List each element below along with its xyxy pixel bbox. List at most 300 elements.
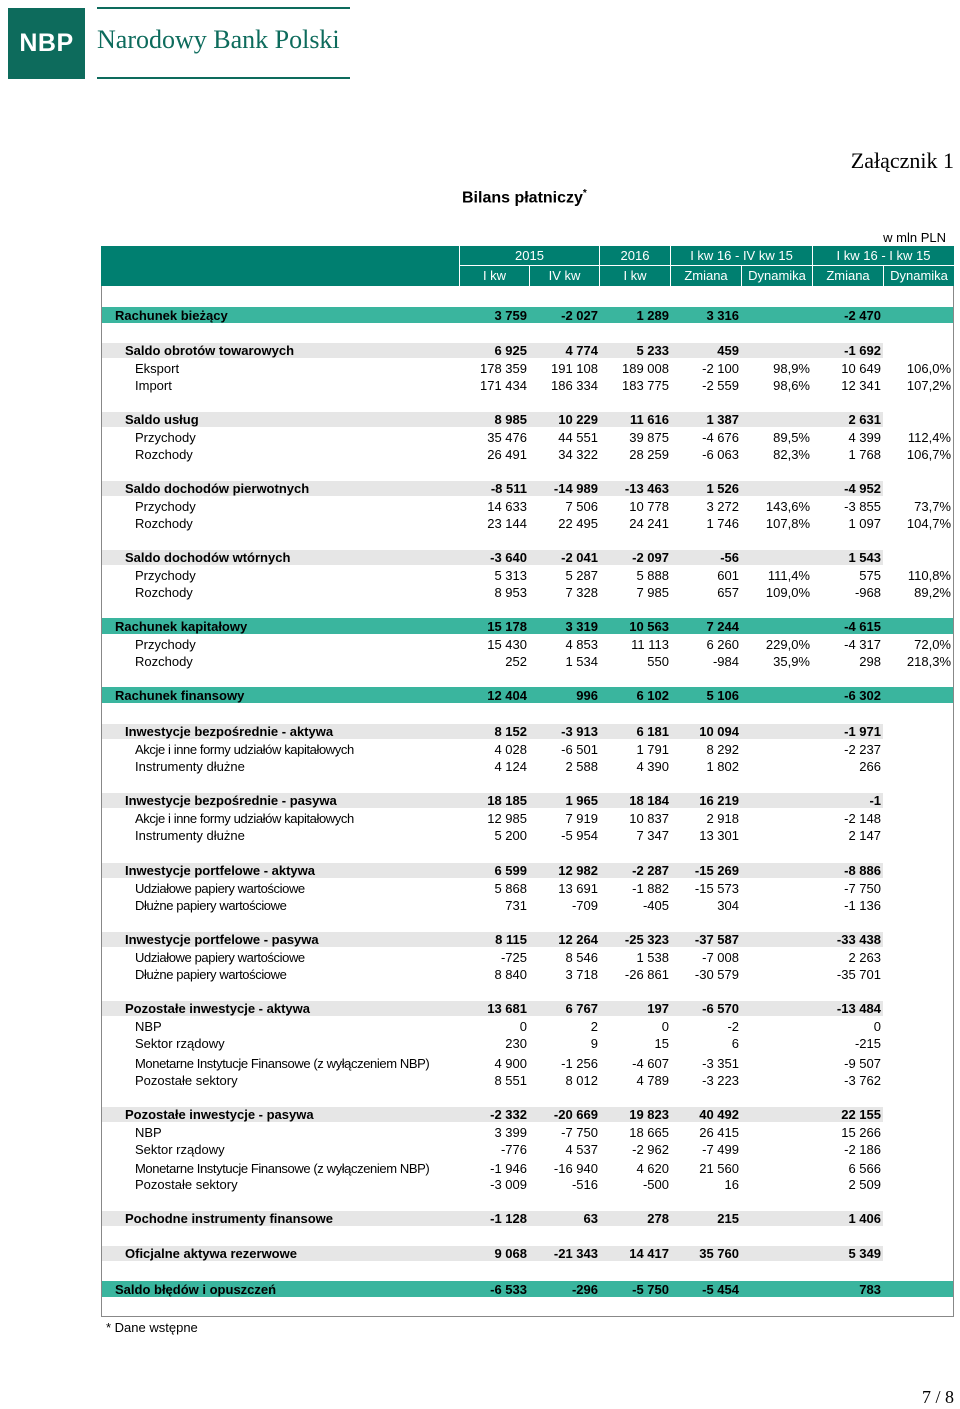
cell-value: -8 886 xyxy=(844,863,881,878)
cell-value: -2 148 xyxy=(844,811,881,826)
cell-value: 6 260 xyxy=(706,637,739,652)
cell-value: 2 xyxy=(590,1019,598,1034)
cell-value: 11 113 xyxy=(631,637,669,652)
cell-value: -516 xyxy=(571,1177,598,1192)
cell-value: 6 925 xyxy=(494,343,527,358)
cell-value: 5 233 xyxy=(636,343,669,358)
cell-value: 106,7% xyxy=(906,447,951,462)
cell-value: 5 888 xyxy=(636,568,669,583)
cell-value: -4 952 xyxy=(844,481,881,496)
header-col-7: Dynamika xyxy=(890,268,948,283)
table-row xyxy=(0,429,960,446)
table-row xyxy=(0,584,960,601)
row-label: Udziałowe papiery wartościowe xyxy=(135,881,305,896)
unit-label: w mln PLN xyxy=(883,230,946,245)
cell-value: 4 390 xyxy=(636,759,669,774)
cell-value: 215 xyxy=(717,1211,739,1226)
cell-value: -1 128 xyxy=(490,1211,527,1226)
cell-value: 98,9% xyxy=(773,361,810,376)
cell-value: 9 xyxy=(590,1036,598,1051)
cell-value: -1 256 xyxy=(561,1056,598,1071)
cell-value: 16 xyxy=(724,1177,739,1192)
cell-value: 3 319 xyxy=(565,619,598,634)
cell-value: 13 681 xyxy=(487,1001,527,1016)
cell-value: 9 068 xyxy=(494,1246,527,1261)
cell-value: 0 xyxy=(519,1019,527,1034)
cell-value: 10 094 xyxy=(699,724,739,739)
cell-value: 2 147 xyxy=(848,828,881,843)
cell-value: 7 506 xyxy=(565,499,598,514)
cell-value: 19 823 xyxy=(629,1107,669,1122)
cell-value: -1 136 xyxy=(844,898,881,913)
cell-value: -725 xyxy=(500,950,527,965)
row-label: Eksport xyxy=(135,361,180,376)
cell-value: 8 840 xyxy=(494,967,527,982)
cell-value: 6 599 xyxy=(494,863,527,878)
cell-value: -13 463 xyxy=(624,481,669,496)
cell-value: 2 918 xyxy=(706,811,739,826)
row-label: Udziałowe papiery wartościowe xyxy=(135,950,305,965)
cell-value: 6 xyxy=(731,1036,739,1051)
row-label: Pozostałe inwestycje - aktywa xyxy=(125,1001,310,1016)
cell-value: 8 985 xyxy=(494,412,527,427)
table-row xyxy=(0,446,960,463)
cell-value: -968 xyxy=(854,585,881,600)
row-label: Pozostałe inwestycje - pasywa xyxy=(125,1107,314,1122)
cell-value: -2 xyxy=(727,1019,739,1034)
nbp-logo: NBP xyxy=(8,8,85,79)
row-label: Sektor rządowy xyxy=(135,1142,225,1157)
cell-value: 12 404 xyxy=(487,688,527,703)
table-row xyxy=(0,618,960,635)
cell-value: -7 499 xyxy=(702,1142,739,1157)
row-label: Inwestycje portfelowe - pasywa xyxy=(125,932,319,947)
table-row xyxy=(0,411,960,428)
row-label: Przychody xyxy=(135,568,196,583)
cell-value: 1 534 xyxy=(565,654,598,669)
cell-value: -2 287 xyxy=(632,863,669,878)
cell-value: -7 750 xyxy=(561,1125,598,1140)
cell-value: 72,0% xyxy=(914,637,951,652)
page-title: Bilans płatniczy* xyxy=(462,188,587,207)
cell-value: -2 097 xyxy=(632,550,669,565)
cell-value: -3 640 xyxy=(490,550,527,565)
cell-value: 783 xyxy=(859,1282,881,1297)
cell-value: 1 791 xyxy=(636,742,669,757)
row-label: Rachunek kapitałowy xyxy=(115,619,248,634)
cell-value: 218,3% xyxy=(906,654,951,669)
table-row xyxy=(0,1000,960,1017)
row-label: Pochodne instrumenty finansowe xyxy=(125,1211,334,1226)
table-row xyxy=(0,1072,960,1089)
row-label: Inwestycje bezpośrednie - aktywa xyxy=(125,724,334,739)
cell-value: -1 882 xyxy=(632,881,669,896)
cell-value: 2 263 xyxy=(848,950,881,965)
cell-value: 10 229 xyxy=(558,412,598,427)
cell-value: 109,0% xyxy=(765,585,810,600)
cell-value: 550 xyxy=(647,654,669,669)
table-row xyxy=(0,862,960,879)
table-row xyxy=(0,480,960,497)
cell-value: -1 692 xyxy=(844,343,881,358)
cell-value: 3 272 xyxy=(706,499,739,514)
cell-value: 40 492 xyxy=(699,1107,739,1122)
cell-value: 1 746 xyxy=(706,516,739,531)
cell-value: 10 778 xyxy=(629,499,669,514)
header-col-1: I kw xyxy=(482,268,507,283)
cell-value: -2 100 xyxy=(702,361,739,376)
cell-value: 110,8% xyxy=(907,568,951,583)
table-row xyxy=(0,1210,960,1227)
cell-value: -2 559 xyxy=(702,378,739,393)
table-row xyxy=(0,810,960,827)
cell-value: -500 xyxy=(642,1177,669,1192)
cell-value: 34 322 xyxy=(558,447,598,462)
table-row xyxy=(0,515,960,532)
cell-value: 3 316 xyxy=(706,308,739,323)
cell-value: 601 xyxy=(717,568,739,583)
cell-value: 7 985 xyxy=(636,585,669,600)
cell-value: 12 985 xyxy=(487,811,527,826)
footnote: * Dane wstępne xyxy=(106,1320,198,1335)
cell-value: 3 718 xyxy=(565,967,598,982)
cell-value: 996 xyxy=(576,688,598,703)
header-year-2015: 2015 xyxy=(515,248,544,263)
cell-value: -21 343 xyxy=(553,1246,598,1261)
row-label: Saldo dochodów wtórnych xyxy=(125,550,291,565)
logo-rule-bottom xyxy=(97,77,350,79)
row-label: Saldo błędów i opuszczeń xyxy=(115,1282,277,1297)
table-row xyxy=(0,636,960,653)
cell-value: 186 334 xyxy=(551,378,598,393)
cell-value: 1 406 xyxy=(848,1211,881,1226)
cell-value: -25 323 xyxy=(624,932,669,947)
cell-value: -3 913 xyxy=(561,724,598,739)
cell-value: -6 302 xyxy=(844,688,881,703)
cell-value: 111,4% xyxy=(767,568,810,583)
row-label: Przychody xyxy=(135,637,196,652)
cell-value: 8 953 xyxy=(494,585,527,600)
cell-value: 18 184 xyxy=(629,793,669,808)
cell-value: 1 965 xyxy=(565,793,598,808)
cell-value: 4 774 xyxy=(565,343,598,358)
row-label: Import xyxy=(135,378,172,393)
cell-value: 112,4% xyxy=(907,430,951,445)
cell-value: -5 454 xyxy=(702,1282,739,1297)
cell-value: 4 789 xyxy=(636,1073,669,1088)
cell-value: 7 328 xyxy=(565,585,598,600)
cell-value: 1 289 xyxy=(636,308,669,323)
cell-value: 4 028 xyxy=(494,742,527,757)
cell-value: -1 xyxy=(869,793,881,808)
row-label: Pozostałe sektory xyxy=(135,1073,238,1088)
cell-value: -3 223 xyxy=(702,1073,739,1088)
header-col-5: Dynamika xyxy=(748,268,806,283)
cell-value: 28 259 xyxy=(629,447,669,462)
cell-value: 21 560 xyxy=(699,1161,739,1176)
cell-value: 26 491 xyxy=(487,447,527,462)
cell-value: -20 669 xyxy=(553,1107,598,1122)
cell-value: 459 xyxy=(717,343,739,358)
cell-value: 2 588 xyxy=(565,759,598,774)
header-qoq: I kw 16 - IV kw 15 xyxy=(690,248,793,263)
cell-value: -33 438 xyxy=(836,932,881,947)
cell-value: 298 xyxy=(859,654,881,669)
cell-value: 104,7% xyxy=(906,516,951,531)
row-label: Pozostałe sektory xyxy=(135,1177,238,1192)
cell-value: -14 989 xyxy=(553,481,598,496)
cell-value: 35 760 xyxy=(699,1246,739,1261)
cell-value: 35 476 xyxy=(487,430,527,445)
cell-value: 44 551 xyxy=(558,430,598,445)
table-row xyxy=(0,1106,960,1123)
cell-value: 6 102 xyxy=(636,688,669,703)
cell-value: 18 665 xyxy=(629,1125,669,1140)
cell-value: 2 631 xyxy=(848,412,881,427)
cell-value: -2 027 xyxy=(561,308,598,323)
table-row xyxy=(0,687,960,704)
row-label: Akcje i inne formy udziałów kapitałowych xyxy=(135,811,354,826)
row-label: Inwestycje bezpośrednie - pasywa xyxy=(125,793,337,808)
cell-value: 15 430 xyxy=(487,637,527,652)
table-row xyxy=(0,1245,960,1262)
bank-name: Narodowy Bank Polski xyxy=(97,25,340,54)
cell-value: 82,3% xyxy=(773,447,810,462)
cell-value: 183 775 xyxy=(622,378,669,393)
cell-value: 0 xyxy=(873,1019,881,1034)
annex-label: Załącznik 1 xyxy=(850,148,954,173)
table-row xyxy=(0,880,960,897)
cell-value: -2 962 xyxy=(632,1142,669,1157)
cell-value: -35 701 xyxy=(836,967,881,982)
cell-value: 657 xyxy=(717,585,739,600)
row-label: Instrumenty dłużne xyxy=(135,759,245,774)
row-label: Rachunek finansowy xyxy=(115,688,245,703)
cell-value: -3 009 xyxy=(490,1177,527,1192)
cell-value: -6 533 xyxy=(490,1282,527,1297)
cell-value: 1 097 xyxy=(848,516,881,531)
cell-value: 7 919 xyxy=(565,811,598,826)
table-row xyxy=(0,377,960,394)
cell-value: 1 526 xyxy=(706,481,739,496)
table-row xyxy=(0,1035,960,1052)
table-row xyxy=(0,897,960,914)
header-year-2016: 2016 xyxy=(620,248,650,263)
table-row xyxy=(0,1160,960,1177)
table-row xyxy=(0,1141,960,1158)
cell-value: -13 484 xyxy=(836,1001,881,1016)
cell-value: 35,9% xyxy=(773,654,810,669)
cell-value: 22 155 xyxy=(841,1107,881,1122)
cell-value: 266 xyxy=(859,759,881,774)
cell-value: -9 507 xyxy=(844,1056,881,1071)
footnote-mark: * xyxy=(582,188,587,199)
cell-value: 5 200 xyxy=(494,828,527,843)
cell-value: -6 570 xyxy=(702,1001,739,1016)
cell-value: 5 287 xyxy=(565,568,598,583)
table-row xyxy=(0,342,960,359)
table-row xyxy=(0,549,960,566)
row-label: Dłużne papiery wartościowe xyxy=(135,967,287,982)
cell-value: -405 xyxy=(642,898,669,913)
cell-value: 8 012 xyxy=(565,1073,598,1088)
cell-value: 107,2% xyxy=(906,378,951,393)
cell-value: -296 xyxy=(571,1282,598,1297)
logo-rule-top xyxy=(97,7,350,9)
cell-value: 14 633 xyxy=(487,499,527,514)
cell-value: 189 008 xyxy=(622,361,669,376)
cell-value: -7 750 xyxy=(844,881,881,896)
cell-value: 98,6% xyxy=(773,378,810,393)
cell-value: 278 xyxy=(647,1211,669,1226)
row-label: Przychody xyxy=(135,430,196,445)
cell-value: 63 xyxy=(583,1211,598,1226)
table-row xyxy=(0,1018,960,1035)
row-label: Saldo usług xyxy=(125,412,199,427)
cell-value: -56 xyxy=(720,550,739,565)
cell-value: 10 563 xyxy=(629,619,669,634)
cell-value: -2 237 xyxy=(844,742,881,757)
cell-value: 304 xyxy=(717,898,739,913)
row-label: Monetarne Instytucje Finansowe (z wyłączeniem NBP) xyxy=(135,1056,430,1071)
header-col-6: Zmiana xyxy=(826,268,870,283)
table-row xyxy=(0,966,960,983)
header-yoy: I kw 16 - I kw 15 xyxy=(836,248,931,263)
table-row xyxy=(0,758,960,775)
cell-value: 12 982 xyxy=(558,863,598,878)
cell-value: -3 351 xyxy=(702,1056,739,1071)
cell-value: 191 108 xyxy=(551,361,598,376)
cell-value: 89,5% xyxy=(773,430,810,445)
cell-value: -215 xyxy=(854,1036,881,1051)
cell-value: 1 387 xyxy=(706,412,739,427)
row-label: Rozchody xyxy=(135,654,193,669)
header-col-2: IV kw xyxy=(548,268,581,283)
cell-value: 107,8% xyxy=(765,516,810,531)
cell-value: 15 178 xyxy=(487,619,527,634)
cell-value: 5 349 xyxy=(848,1246,881,1261)
cell-value: 178 359 xyxy=(480,361,527,376)
cell-value: 7 244 xyxy=(706,619,739,634)
cell-value: 7 347 xyxy=(636,828,669,843)
cell-value: 4 537 xyxy=(565,1142,598,1157)
cell-value: 23 144 xyxy=(487,516,527,531)
cell-value: -4 317 xyxy=(844,637,881,652)
cell-value: -15 573 xyxy=(694,881,739,896)
cell-value: 8 292 xyxy=(706,742,739,757)
cell-value: -776 xyxy=(500,1142,527,1157)
cell-value: 18 185 xyxy=(487,793,527,808)
cell-value: -30 579 xyxy=(694,967,739,982)
cell-value: 2 509 xyxy=(848,1177,881,1192)
cell-value: 197 xyxy=(647,1001,669,1016)
cell-value: 4 124 xyxy=(494,759,527,774)
row-label: Oficjalne aktywa rezerwowe xyxy=(125,1246,297,1261)
cell-value: 1 538 xyxy=(636,950,669,965)
cell-value: 39 875 xyxy=(629,430,669,445)
cell-value: -2 186 xyxy=(844,1142,881,1157)
row-label: Rozchody xyxy=(135,516,193,531)
table-row xyxy=(0,931,960,948)
cell-value: -3 855 xyxy=(844,499,881,514)
row-label: Rozchody xyxy=(135,447,193,462)
row-label: Akcje i inne formy udziałów kapitałowych xyxy=(135,742,354,757)
cell-value: 22 495 xyxy=(558,516,598,531)
table-row xyxy=(0,307,960,324)
cell-value: 89,2% xyxy=(914,585,951,600)
table-row xyxy=(0,360,960,377)
row-label: NBP xyxy=(135,1125,162,1140)
cell-value: -1 971 xyxy=(844,724,881,739)
cell-value: 3 759 xyxy=(494,308,527,323)
cell-value: 229,0% xyxy=(765,637,810,652)
cell-value: 73,7% xyxy=(914,499,951,514)
cell-value: 5 868 xyxy=(494,881,527,896)
cell-value: -984 xyxy=(712,654,739,669)
cell-value: 13 691 xyxy=(558,881,598,896)
cell-value: 12 264 xyxy=(558,932,598,947)
cell-value: -16 940 xyxy=(553,1161,598,1176)
cell-value: 24 241 xyxy=(629,516,669,531)
cell-value: 0 xyxy=(661,1019,669,1034)
cell-value: -4 607 xyxy=(632,1056,669,1071)
cell-value: 11 616 xyxy=(629,412,669,427)
table-row xyxy=(0,827,960,844)
cell-value: -4 615 xyxy=(844,619,881,634)
row-label: Saldo dochodów pierwotnych xyxy=(125,481,310,496)
cell-value: 6 566 xyxy=(848,1161,881,1176)
cell-value: 143,6% xyxy=(765,499,810,514)
table-row xyxy=(0,653,960,670)
cell-value: -8 511 xyxy=(490,481,527,496)
row-label: Saldo obrotów towarowych xyxy=(125,343,295,358)
cell-value: 1 543 xyxy=(848,550,881,565)
cell-value: 8 551 xyxy=(494,1073,527,1088)
cell-value: 6 767 xyxy=(565,1001,598,1016)
cell-value: 8 115 xyxy=(495,932,527,947)
cell-value: 1 768 xyxy=(848,447,881,462)
cell-value: -2 470 xyxy=(844,308,881,323)
header-col-4: Zmiana xyxy=(684,268,728,283)
cell-value: 8 152 xyxy=(494,724,527,739)
cell-value: 4 900 xyxy=(494,1056,527,1071)
cell-value: -4 676 xyxy=(702,430,739,445)
cell-value: 12 341 xyxy=(841,378,881,393)
cell-value: 4 399 xyxy=(848,430,881,445)
cell-value: 13 301 xyxy=(699,828,739,843)
row-label: Przychody xyxy=(135,499,196,514)
row-label: Monetarne Instytucje Finansowe (z wyłączeniem NBP) xyxy=(135,1161,430,1176)
cell-value: -6 063 xyxy=(702,447,739,462)
table-row xyxy=(0,949,960,966)
cell-value: -2 041 xyxy=(561,550,598,565)
table-row xyxy=(0,792,960,809)
cell-value: 16 219 xyxy=(699,793,739,808)
row-label: Rozchody xyxy=(135,585,193,600)
cell-value: -5 750 xyxy=(632,1282,669,1297)
cell-value: 8 546 xyxy=(565,950,598,965)
row-label: Rachunek bieżący xyxy=(115,308,228,323)
row-label: Inwestycje portfelowe - aktywa xyxy=(125,863,316,878)
cell-value: 1 802 xyxy=(706,759,739,774)
cell-value: 4 853 xyxy=(565,637,598,652)
cell-value: 10 837 xyxy=(629,811,669,826)
table-row xyxy=(0,741,960,758)
cell-value: -15 269 xyxy=(694,863,739,878)
table-row xyxy=(0,498,960,515)
cell-value: -5 954 xyxy=(561,828,598,843)
header-col-3: I kw xyxy=(623,268,647,283)
